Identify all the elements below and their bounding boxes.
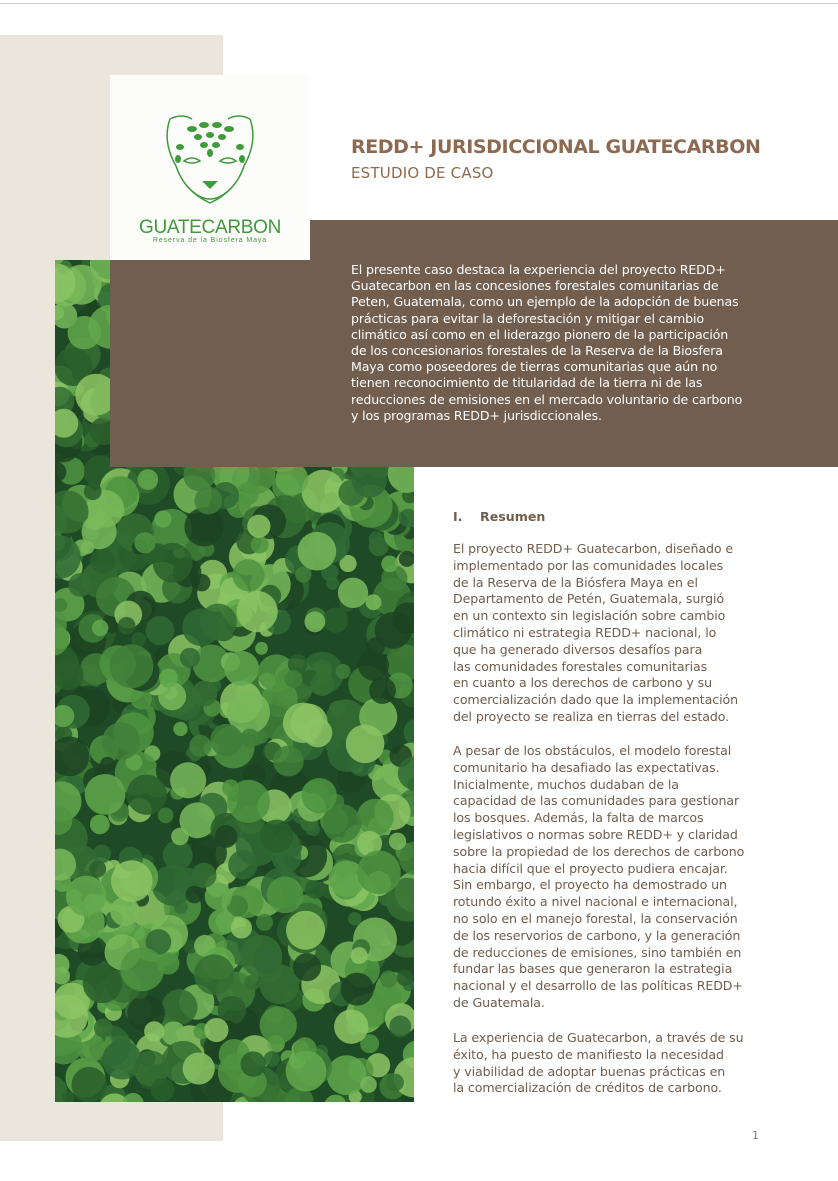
section-title: Resumen — [480, 509, 546, 524]
paragraph-1 — [453, 541, 738, 726]
jaguar-leaf-icon — [162, 111, 258, 211]
tree-crown — [327, 1055, 367, 1095]
tree-crown — [251, 536, 269, 554]
tree-crown — [152, 865, 193, 906]
tree-crown — [404, 719, 414, 746]
tree-crown — [236, 482, 259, 505]
tree-crown — [273, 746, 304, 777]
tree-crown — [240, 1051, 265, 1076]
tree-crown — [173, 722, 187, 736]
tree-crown — [293, 953, 321, 981]
tree-crown — [298, 532, 337, 571]
text-line: capacidad de las comunidades para gestionar — [453, 793, 740, 809]
tree-crown — [194, 487, 222, 515]
tree-crown — [157, 952, 179, 974]
tree-crown — [90, 815, 110, 835]
tree-crown — [102, 1040, 141, 1079]
tree-crown — [311, 672, 335, 696]
logo-brand-text: GUATECARBON — [138, 217, 282, 238]
tree-crown — [260, 819, 293, 852]
tree-crown — [369, 531, 384, 546]
tree-crown — [232, 559, 264, 591]
tree-crown — [338, 578, 368, 608]
text-line: en cuanto a los derechos de carbono y su — [453, 675, 712, 691]
tree-crown — [93, 845, 112, 864]
tree-crown — [276, 463, 309, 496]
tree-crown — [183, 1052, 215, 1084]
tree-crown — [360, 1076, 377, 1093]
tree-crown — [192, 681, 218, 707]
paragraph-3 — [453, 1030, 744, 1097]
tree-crown — [267, 877, 304, 914]
tree-crown — [264, 1051, 280, 1067]
tree-crown — [260, 1006, 297, 1043]
page-subtitle: ESTUDIO DE CASO — [351, 164, 494, 182]
text-line: de los concesionarios forestales de la Reserva de la Biosfera — [351, 343, 723, 359]
tree-crown — [240, 729, 259, 748]
text-line: El proyecto REDD+ Guatecarbon, diseñado e — [453, 541, 733, 556]
text-line: de reducciones de emisiones, sino también en — [453, 944, 742, 960]
text-line: la comercialización de créditos de carbono. — [453, 1080, 722, 1096]
text-line: las comunidades forestales comunitarias — [453, 658, 708, 674]
tree-crown — [389, 1016, 411, 1038]
tree-crown — [357, 799, 394, 836]
tree-crown — [369, 677, 396, 704]
tree-crown — [357, 851, 401, 895]
tree-crown — [189, 735, 211, 757]
tree-crown — [210, 724, 243, 757]
tree-crown — [90, 548, 115, 573]
guatecarbon-logo — [110, 75, 310, 260]
tree-crown — [386, 1074, 404, 1092]
text-line: éxito, ha puesto de manifiesto la necesidad — [453, 1046, 724, 1062]
tree-crown — [118, 617, 136, 635]
tree-crown — [171, 828, 189, 846]
paragraph-2 — [453, 743, 744, 1012]
tree-crown — [380, 971, 397, 988]
tree-crown — [389, 833, 406, 850]
tree-crown — [224, 651, 259, 686]
section-number: I. — [453, 509, 463, 524]
tree-crown — [144, 1021, 164, 1041]
tree-crown — [285, 670, 303, 688]
logo-tagline: Reserva de la Biosfera Maya — [152, 237, 268, 244]
tree-crown — [397, 970, 413, 986]
tree-crown — [323, 608, 348, 633]
tree-crown — [336, 664, 351, 679]
text-line: El presente caso destaca la experiencia del proyecto REDD+ — [351, 262, 726, 277]
tree-crown — [102, 722, 140, 760]
tree-crown — [89, 861, 106, 878]
tree-crown — [348, 912, 361, 925]
tree-crown — [151, 1078, 174, 1101]
text-line: reducciones de emisiones en el mercado voluntario de carbono — [351, 391, 743, 407]
tree-crown — [351, 947, 368, 964]
tree-crown — [247, 515, 270, 538]
tree-crown — [81, 514, 116, 549]
tree-crown — [180, 648, 200, 668]
tree-crown — [256, 914, 273, 931]
tree-crown — [68, 573, 92, 597]
tree-crown — [120, 947, 164, 991]
tree-crown — [366, 594, 382, 610]
text-line: prácticas para evitar la deforestación y mitigar el cambio — [351, 310, 704, 326]
tree-crown — [94, 1019, 113, 1038]
text-line: que ha generado diversos desafíos para — [453, 641, 703, 657]
tree-crown — [182, 608, 220, 646]
text-line: Inicialmente, muchos dudaban de la — [453, 776, 679, 792]
text-line: A pesar de los obstáculos, el modelo forestal — [453, 743, 732, 758]
tree-crown — [227, 780, 270, 823]
section-heading — [453, 509, 545, 524]
text-line: La experiencia de Guatecarbon, a través de su — [453, 1030, 744, 1045]
tree-crown — [109, 644, 153, 688]
tree-crown — [92, 620, 109, 637]
page-top-border — [0, 3, 838, 4]
tree-crown — [194, 954, 234, 994]
tree-crown — [66, 876, 106, 916]
text-line: Sin embargo, el proyecto ha demostrado un — [453, 877, 727, 893]
tree-crown — [255, 642, 268, 655]
tree-crown — [186, 886, 204, 904]
tree-crown — [158, 808, 174, 824]
text-line: climático así como en el liderazgo pionero de la participación — [351, 326, 729, 342]
text-line: los bosques. Además, la falta de marcos — [453, 810, 704, 826]
text-line: de Guatemala. — [453, 994, 545, 1010]
tree-crown — [134, 532, 155, 553]
text-line: y viabilidad de adoptar buenas prácticas en — [453, 1063, 726, 1079]
tree-crown — [346, 725, 385, 764]
tree-crown — [253, 944, 282, 973]
tree-crown — [302, 778, 337, 813]
tree-crown — [286, 1051, 327, 1092]
tree-crown — [244, 975, 260, 991]
tree-crown — [366, 637, 385, 656]
text-line: comunitario ha desafiado las expectativas. — [453, 759, 720, 775]
text-line: del proyecto se realiza en tierras del estado. — [453, 708, 730, 724]
tree-crown — [127, 775, 167, 815]
tree-crown — [341, 973, 374, 1006]
text-line: implementado por las comunidades locales — [453, 557, 724, 573]
tree-crown — [84, 482, 102, 500]
tree-crown — [83, 964, 122, 1003]
text-line: de los reservorios de carbono, y la generación — [453, 927, 741, 943]
tree-crown — [286, 911, 325, 950]
tree-crown — [334, 1009, 368, 1043]
text-line: comercialización dado que la implementación — [453, 692, 738, 708]
text-line: no solo en el manejo forestal, la conservación — [453, 910, 738, 926]
tree-crown — [145, 616, 174, 645]
text-line: en un contexto sin legislación sobre cambio — [453, 608, 726, 624]
text-line: tienen reconocimiento de titularidad de la tierra ni de las — [351, 375, 703, 391]
tree-crown — [71, 1067, 107, 1102]
text-line: climático ni estrategia REDD+ nacional, lo — [453, 624, 717, 640]
text-line: hacia difícil que el proyecto pudiera encajar. — [453, 860, 728, 876]
tree-crown — [215, 825, 238, 848]
tree-crown — [205, 883, 232, 910]
text-line: Peten, Guatemala, como un ejemplo de la adopción de buenas — [351, 294, 739, 310]
intro-text — [351, 262, 771, 424]
tree-crown — [352, 463, 387, 498]
text-line: legislativos o normas sobre REDD+ y claridad — [453, 826, 738, 842]
text-line: y los programas REDD+ jurisdiccionales. — [351, 407, 602, 423]
text-line: Maya como poseedores de tierras comunitarias que aún no — [351, 359, 718, 375]
tree-crown — [55, 660, 84, 690]
tree-crown — [154, 510, 171, 527]
text-line: Departamento de Petén, Guatemala, surgió — [453, 591, 724, 607]
tree-crown — [170, 762, 206, 798]
page-number: 1 — [752, 1129, 759, 1142]
tree-crown — [304, 611, 325, 632]
text-line: fundar las bases que generaron la estrategia — [453, 961, 733, 977]
tree-crown — [283, 703, 323, 743]
page-title: REDD+ JURISDICCIONAL GUATECARBON — [351, 136, 761, 158]
tree-crown — [111, 860, 153, 902]
text-line: Guatecarbon en las concesiones forestales comunitarias de — [351, 278, 719, 294]
tree-crown — [237, 591, 278, 632]
tree-crown — [329, 701, 345, 717]
tree-crown — [159, 668, 178, 687]
tree-crown — [162, 989, 198, 1025]
tree-crown — [137, 469, 158, 490]
tree-crown — [381, 556, 398, 573]
tree-crown — [208, 909, 234, 935]
text-line: de la Reserva de la Biósfera Maya en el — [453, 574, 698, 590]
text-line: nacional y el desarrollo de las políticas REDD+ — [453, 978, 743, 994]
text-line: rotundo éxito a nivel nacional e internacional, — [453, 894, 738, 910]
tree-crown — [231, 917, 252, 938]
tree-crown — [204, 1018, 228, 1042]
tree-crown — [85, 774, 126, 815]
text-line: sobre la propiedad de los derechos de carbono — [453, 843, 745, 859]
